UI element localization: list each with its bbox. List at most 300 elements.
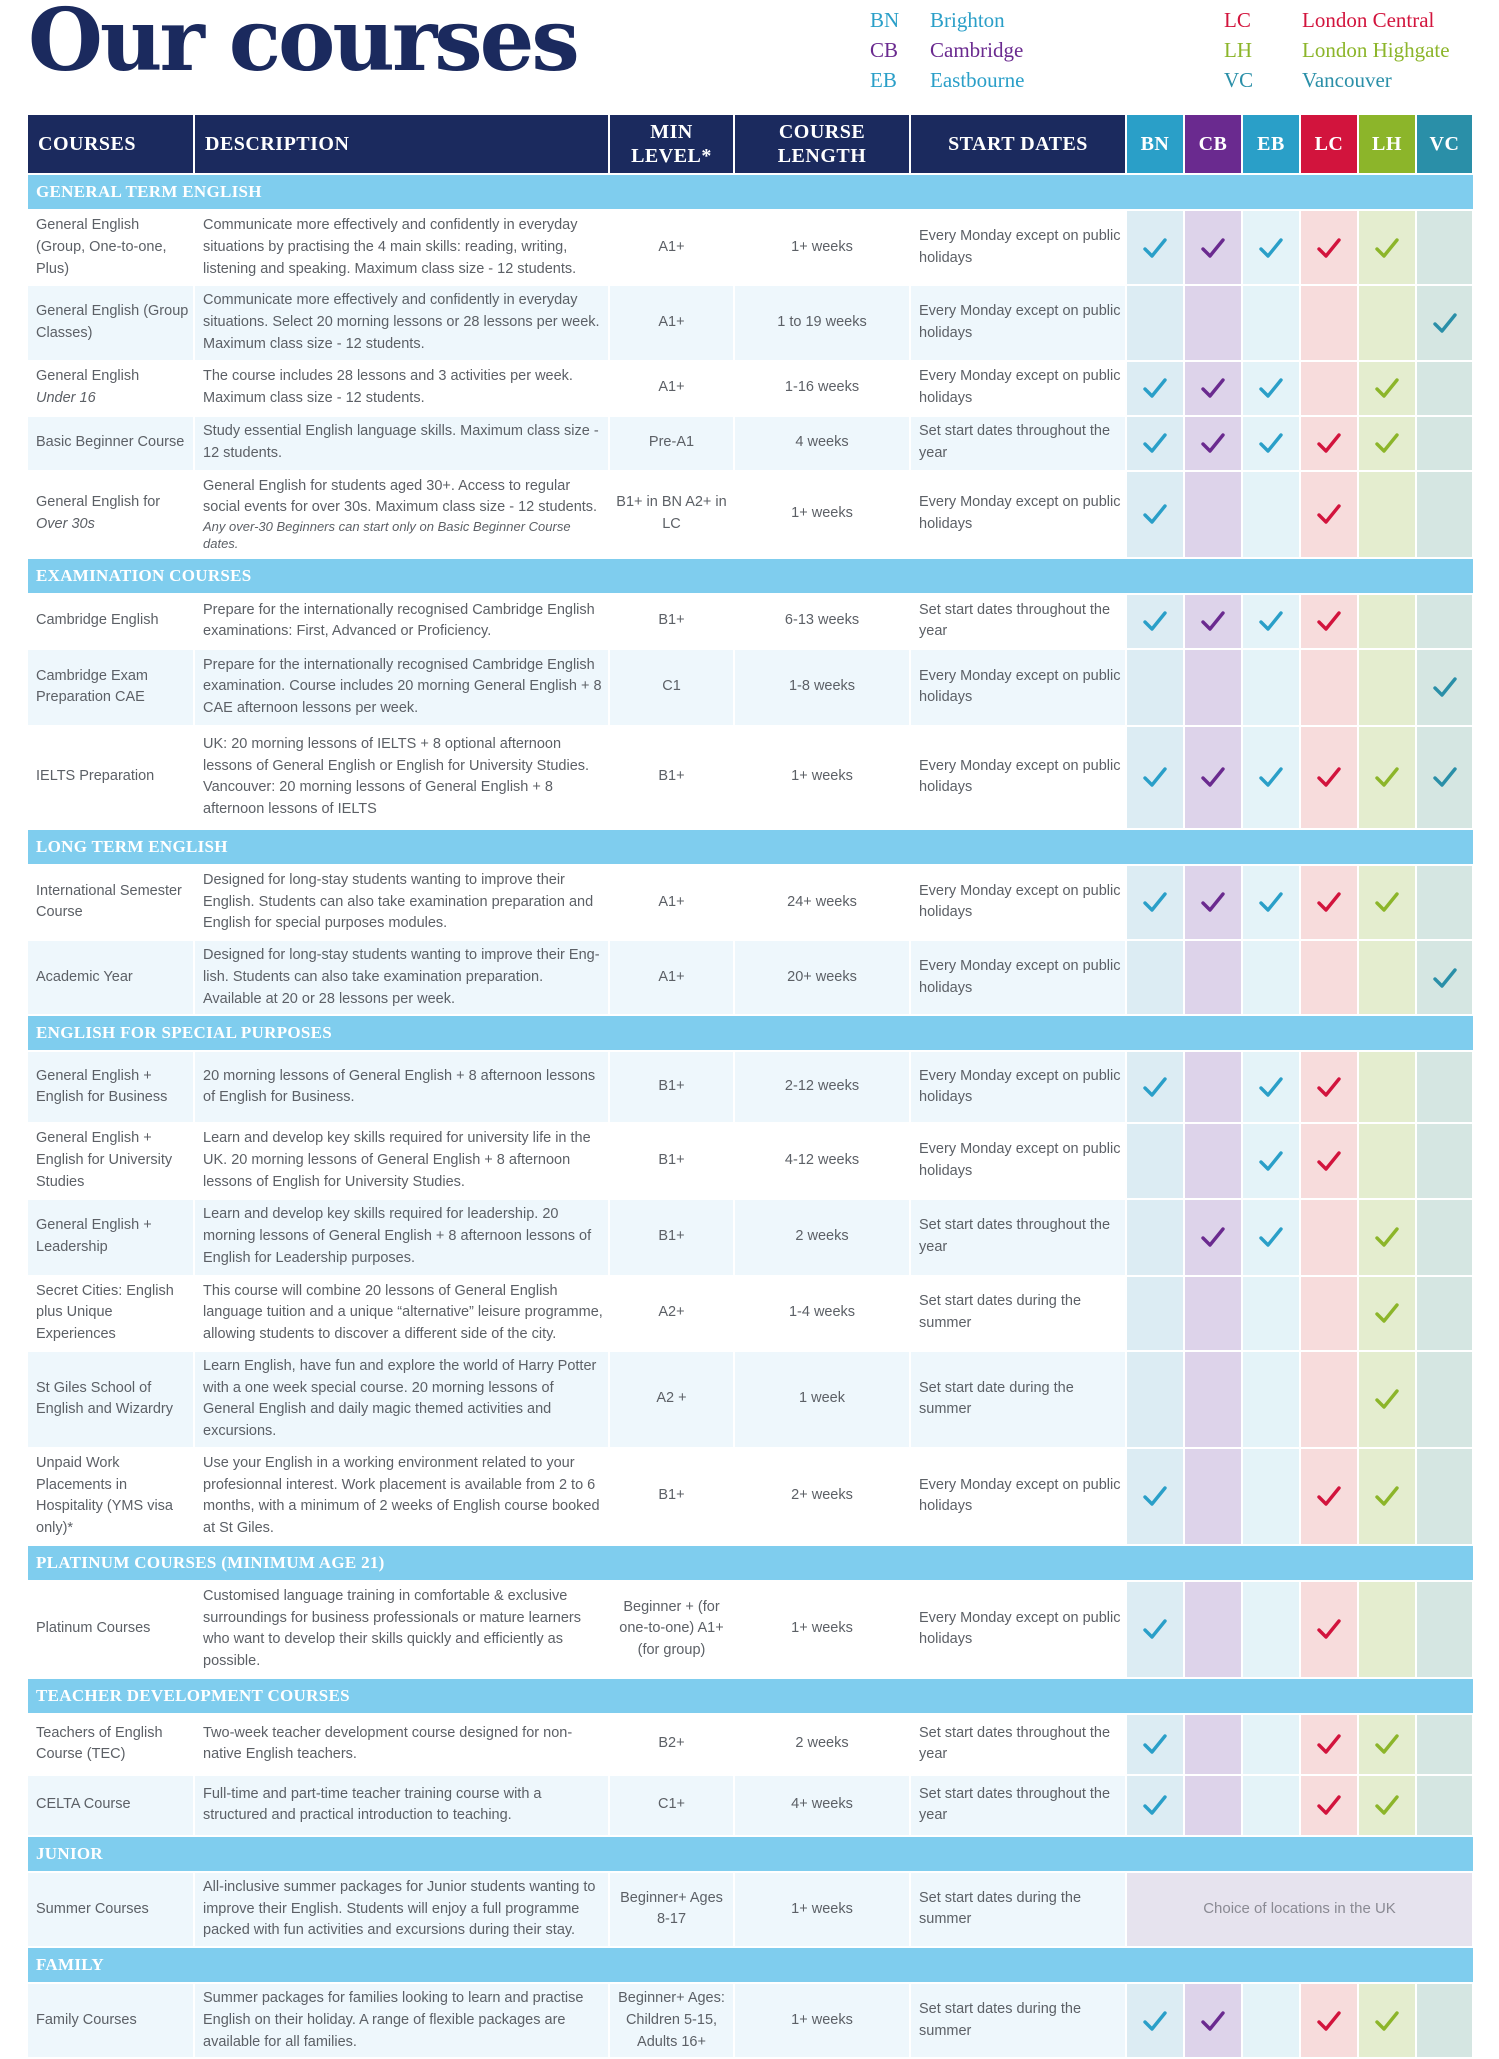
checkmark-icon [1375, 237, 1399, 259]
checkmark-icon [1375, 432, 1399, 454]
course-start-dates: Every Monday except on public holidays [910, 1123, 1126, 1198]
location-cell-vc [1416, 1276, 1473, 1351]
course-description [194, 594, 609, 649]
legend-code-eb: EB [870, 68, 897, 92]
checkmark-icon [1259, 237, 1283, 259]
location-cell-cb [1184, 1775, 1242, 1836]
legend-name-vc: Vancouver [1302, 68, 1392, 92]
course-length: 2-12 weeks [734, 1051, 910, 1123]
course-name [28, 1448, 194, 1545]
course-min-level: B1+ [609, 726, 734, 829]
checkmark-icon [1201, 610, 1225, 632]
location-cell-lc [1300, 726, 1358, 829]
checkmark-icon [1201, 2010, 1225, 2032]
course-name-text: Family Courses [36, 2011, 137, 2028]
section-header-row [28, 829, 1473, 865]
section-title: ENGLISH FOR SPECIAL PURPOSES [28, 1015, 1473, 1051]
course-length: 24+ weeks [734, 865, 910, 940]
course-description [194, 416, 609, 471]
location-cell-lh [1358, 1448, 1416, 1545]
legend-name-lh: London Highgate [1302, 38, 1450, 62]
course-min-level: A2+ [609, 1276, 734, 1351]
course-length: 4 weeks [734, 416, 910, 471]
location-cell-lc [1300, 1351, 1358, 1448]
location-cell-vc [1416, 1123, 1473, 1198]
location-cell-vc [1416, 416, 1473, 471]
checkmark-icon [1259, 432, 1283, 454]
course-start-dates: Every Monday except on public holidays [910, 940, 1126, 1015]
location-cell-lc [1300, 1983, 1358, 2058]
course-min-level: A1+ [609, 361, 734, 416]
checkmark-icon [1317, 1794, 1341, 1816]
location-cell-eb [1242, 726, 1300, 829]
course-name-italic: Over 30s [36, 516, 95, 533]
location-cell-vc [1416, 865, 1473, 940]
course-min-level: B1+ [609, 1199, 734, 1276]
course-name-text: General English (Group, One-to-one, Plus) [36, 217, 167, 277]
course-description-text: 20 morning lessons of General English + 8 afternoon lessons of English for Business. [203, 1067, 596, 1106]
location-cell-lh [1358, 1581, 1416, 1678]
course-name-text: General English (Group Classes) [36, 303, 189, 341]
checkmark-icon [1143, 237, 1167, 259]
checkmark-icon [1375, 1794, 1399, 1816]
header-loc-vc: VC [1416, 115, 1473, 174]
location-cell-cb [1184, 1351, 1242, 1448]
table-row [28, 1051, 1473, 1123]
page-title: Our courses [28, 0, 577, 91]
course-name-text: Platinum Courses [36, 1620, 151, 1637]
location-cell-eb [1242, 1123, 1300, 1198]
location-cell-lc [1300, 285, 1358, 360]
section-header-row [28, 1678, 1473, 1714]
course-description [194, 1448, 609, 1545]
course-min-level: Pre-A1 [609, 416, 734, 471]
checkmark-icon [1259, 1150, 1283, 1172]
checkmark-icon [1317, 1485, 1341, 1507]
course-name-text: Basic Beginner Course [36, 434, 185, 451]
legend-name-lc: London Central [1302, 8, 1435, 32]
checkmark-icon [1317, 766, 1341, 788]
course-start-dates: Every Monday except on public holidays [910, 649, 1126, 726]
location-cell-lh [1358, 1775, 1416, 1836]
checkmark-icon [1375, 766, 1399, 788]
course-description [194, 361, 609, 416]
legend-name-bn: Brighton [930, 8, 1005, 32]
location-cell-eb [1242, 1983, 1300, 2058]
location-cell-lh [1358, 471, 1416, 558]
location-cell-lh [1358, 210, 1416, 285]
checkmark-icon [1317, 503, 1341, 525]
location-cell-vc [1416, 726, 1473, 829]
location-cell-lh [1358, 1983, 1416, 2058]
course-start-dates: Set start dates during the summer [910, 1983, 1126, 2058]
location-cell-bn [1126, 940, 1184, 1015]
table-row [28, 1123, 1473, 1198]
checkmark-icon [1143, 1076, 1167, 1098]
checkmark-icon [1143, 1733, 1167, 1755]
section-title: PLATINUM COURSES (MINIMUM AGE 21) [28, 1545, 1473, 1581]
course-name-text: Unpaid Work Placements in Hospitality (YMS visa only)* [36, 1454, 173, 1537]
location-cell-bn [1126, 1448, 1184, 1545]
table-row [28, 865, 1473, 940]
course-description-text: Learn English, have fun and explore the world of Harry Potter with a one week special course. 20 morning lessons of General English and daily magic themed activities and excursions. [203, 1357, 597, 1440]
header-description: DESCRIPTION [194, 115, 609, 174]
course-name-text: CELTA Course [36, 1796, 131, 1813]
checkmark-icon [1201, 766, 1225, 788]
course-description [194, 940, 609, 1015]
location-cell-eb [1242, 940, 1300, 1015]
header-loc-lc: LC [1300, 115, 1358, 174]
table-row [28, 1714, 1473, 1775]
table-row [28, 1775, 1473, 1836]
header-course-length-line1: COURSE [778, 121, 866, 143]
course-length: 1+ weeks [734, 1872, 910, 1947]
course-length: 1+ weeks [734, 471, 910, 558]
course-length: 1+ weeks [734, 1581, 910, 1678]
course-description [194, 1714, 609, 1775]
course-name-text: International Semester Course [36, 882, 182, 921]
location-cell-eb [1242, 416, 1300, 471]
location-cell-lc [1300, 361, 1358, 416]
course-start-dates: Set start dates during the summer [910, 1872, 1126, 1947]
course-note: Any over-30 Beginners can start only on Basic Beginner Course dates. [203, 519, 571, 551]
course-name-italic: Under 16 [36, 390, 96, 406]
checkmark-icon [1375, 1733, 1399, 1755]
checkmark-icon [1143, 377, 1167, 399]
location-cell-lh [1358, 1123, 1416, 1198]
course-description-text: Use your English in a working environment related to your profesionnal interest. Work placement is available from 2 to 6 months, with a minimum of 2 weeks of English course booked at St Giles. [203, 1454, 600, 1537]
location-cell-lc [1300, 1714, 1358, 1775]
course-description-text: Prepare for the internationally recognised Cambridge English examinations: First, Advanced or Proficiency. [203, 601, 595, 640]
course-description-text: Summer packages for families looking to learn and practise English on their holiday. A range of flexible packages are available for all families. [203, 1990, 584, 2050]
course-start-dates: Set start dates throughout the year [910, 1199, 1126, 1276]
location-cell-eb [1242, 471, 1300, 558]
location-cell-eb [1242, 1714, 1300, 1775]
location-cell-lh [1358, 361, 1416, 416]
section-header-row [28, 558, 1473, 594]
header-min-level-line2: LEVEL* [631, 145, 712, 167]
location-cell-eb [1242, 1351, 1300, 1448]
location-cell-bn [1126, 1051, 1184, 1123]
course-description-text: Study essential English language skills. Maximum class size - 12 students. [203, 423, 599, 461]
course-description [194, 1872, 609, 1947]
checkmark-icon [1259, 891, 1283, 913]
checkmark-icon [1375, 891, 1399, 913]
checkmark-icon [1259, 377, 1283, 399]
location-cell-cb [1184, 1983, 1242, 2058]
checkmark-icon [1317, 237, 1341, 259]
course-name-text: Summer Courses [36, 1900, 149, 1917]
course-name [28, 1123, 194, 1198]
location-cell-lc [1300, 1448, 1358, 1545]
section-title: EXAMINATION COURSES [28, 558, 1473, 594]
course-min-level: C1 [609, 649, 734, 726]
course-start-dates: Every Monday except on public holidays [910, 1581, 1126, 1678]
section-header-row [28, 174, 1473, 210]
checkmark-icon [1143, 432, 1167, 454]
table-row [28, 1581, 1473, 1678]
course-min-level: Beginner+ Ages 8-17 [609, 1872, 734, 1947]
course-description [194, 865, 609, 940]
location-cell-bn [1126, 285, 1184, 360]
course-description-text: Designed for long-stay students wanting to improve their Eng-lish. Students can also take examination preparation. Available at 20 or 28 lessons per week. [203, 947, 600, 1007]
checkmark-icon [1259, 1226, 1283, 1248]
location-cell-bn [1126, 1276, 1184, 1351]
course-name-text: Secret Cities: English plus Unique Experiences [36, 1282, 174, 1343]
checkmark-icon [1201, 237, 1225, 259]
course-description-text: UK: 20 morning lessons of IELTS + 8 optional afternoon lessons of General English or English for University Studies. Vancouver: 20 morning lessons of General English + 8 afternoon lessons of IELTS [203, 735, 590, 818]
location-cell-vc [1416, 285, 1473, 360]
location-cell-lh [1358, 416, 1416, 471]
location-cell-lc [1300, 1051, 1358, 1123]
course-name [28, 471, 194, 558]
location-cell-bn [1126, 210, 1184, 285]
section-title: TEACHER DEVELOPMENT COURSES [28, 1678, 1473, 1714]
location-cell-bn [1126, 1714, 1184, 1775]
course-start-dates: Set start dates throughout the year [910, 416, 1126, 471]
location-cell-eb [1242, 210, 1300, 285]
course-description [194, 649, 609, 726]
checkmark-icon [1433, 312, 1457, 334]
course-name [28, 416, 194, 471]
course-length: 1-8 weeks [734, 649, 910, 726]
checkmark-icon [1375, 1388, 1399, 1410]
location-cell-lc [1300, 649, 1358, 726]
header-loc-cb: CB [1184, 115, 1242, 174]
table-row [28, 594, 1473, 649]
location-cell-vc [1416, 361, 1473, 416]
location-cell-cb [1184, 1199, 1242, 1276]
checkmark-icon [1433, 676, 1457, 698]
table-row [28, 210, 1473, 285]
location-cell-lc [1300, 1775, 1358, 1836]
course-description-text: The course includes 28 lessons and 3 activities per week. Maximum class size - 12 students. [203, 368, 573, 406]
course-description-text: Customised language training in comfortable & exclusive surroundings for business professionals or mature learners who want to develop their skills quickly and efficiently as possible. [203, 1587, 581, 1670]
checkmark-icon [1317, 1150, 1341, 1172]
checkmark-icon [1259, 610, 1283, 632]
section-header-row [28, 1015, 1473, 1051]
location-cell-vc [1416, 1199, 1473, 1276]
course-description-text: General English for students aged 30+. Access to regular social events for over 30s. Maximum class size - 12 students. [203, 477, 598, 516]
course-name-text: General English + Leadership [36, 1217, 152, 1256]
course-min-level: A1+ [609, 940, 734, 1015]
checkmark-icon [1143, 2010, 1167, 2032]
course-name [28, 1775, 194, 1836]
location-cell-cb [1184, 1714, 1242, 1775]
course-description-text: Two-week teacher development course designed for non-native English teachers. [203, 1724, 573, 1763]
location-cell-lh [1358, 1199, 1416, 1276]
course-name-text: Cambridge Exam Preparation CAE [36, 667, 149, 706]
course-description [194, 285, 609, 360]
course-description-text: Learn and develop key skills required for university life in the UK. 20 morning lessons of General English + 8 afternoon lessons of English for University Studies. [203, 1130, 591, 1190]
section-header-row [28, 1947, 1473, 1983]
location-cell-bn [1126, 726, 1184, 829]
location-cell-eb [1242, 1448, 1300, 1545]
course-length: 20+ weeks [734, 940, 910, 1015]
course-description [194, 1983, 609, 2058]
course-name [28, 1051, 194, 1123]
table-body [28, 174, 1473, 2058]
location-cell-eb [1242, 1581, 1300, 1678]
location-cell-cb [1184, 361, 1242, 416]
section-title: FAMILY [28, 1947, 1473, 1983]
location-cell-lh [1358, 594, 1416, 649]
header-loc-bn: BN [1126, 115, 1184, 174]
checkmark-icon [1433, 967, 1457, 989]
checkmark-icon [1317, 1076, 1341, 1098]
location-cell-lc [1300, 940, 1358, 1015]
location-cell-lh [1358, 726, 1416, 829]
table-row [28, 285, 1473, 360]
course-description-text: Prepare for the internationally recognised Cambridge English examination. Course includes 20 morning General English + 8 CAE afternoon lessons per week. [203, 656, 602, 717]
course-min-level: B1+ [609, 1051, 734, 1123]
checkmark-icon [1143, 1794, 1167, 1816]
course-description [194, 1276, 609, 1351]
legend-name-cb: Cambridge [930, 38, 1024, 62]
course-description [194, 1051, 609, 1123]
legend-name-eb: Eastbourne [930, 68, 1025, 92]
course-start-dates: Set start date during the summer [910, 1351, 1126, 1448]
location-cell-lc [1300, 594, 1358, 649]
checkmark-icon [1317, 891, 1341, 913]
course-name-text: Teachers of English Course (TEC) [36, 1724, 163, 1763]
course-length: 1+ weeks [734, 210, 910, 285]
course-description-text: Communicate more effectively and confidently in everyday situations by practising the 4 main skills: reading, writing, listening and speaking. Maximum class size - 12 students. [203, 217, 578, 277]
table-row [28, 726, 1473, 829]
course-length: 1+ weeks [734, 726, 910, 829]
location-cell-bn [1126, 1775, 1184, 1836]
course-start-dates: Every Monday except on public holidays [910, 285, 1126, 360]
locations-note: Choice of locations in the UK [1126, 1872, 1473, 1947]
course-min-level: C1+ [609, 1775, 734, 1836]
location-cell-vc [1416, 1983, 1473, 2058]
location-cell-eb [1242, 1051, 1300, 1123]
course-min-level: Beginner+ Ages: Children 5-15, Adults 16+ [609, 1983, 734, 2058]
course-description [194, 1581, 609, 1678]
header-courses: COURSES [28, 115, 194, 174]
checkmark-icon [1317, 432, 1341, 454]
course-description [194, 1775, 609, 1836]
table-row [28, 1983, 1473, 2058]
table-row [28, 1448, 1473, 1545]
course-length: 1+ weeks [734, 1983, 910, 2058]
location-cell-lc [1300, 865, 1358, 940]
location-cell-cb [1184, 471, 1242, 558]
course-min-level: Beginner + (for one-to-one) A1+ (for group) [609, 1581, 734, 1678]
location-cell-vc [1416, 594, 1473, 649]
course-start-dates: Every Monday except on public holidays [910, 361, 1126, 416]
location-cell-vc [1416, 1448, 1473, 1545]
location-cell-cb [1184, 1123, 1242, 1198]
course-name [28, 726, 194, 829]
table-row [28, 471, 1473, 558]
location-cell-eb [1242, 1775, 1300, 1836]
location-cell-vc [1416, 1581, 1473, 1678]
location-cell-cb [1184, 940, 1242, 1015]
course-description [194, 1351, 609, 1448]
header-loc-eb: EB [1242, 115, 1300, 174]
course-length: 2 weeks [734, 1199, 910, 1276]
location-cell-vc [1416, 1351, 1473, 1448]
course-name-text: General English + English for Business [36, 1067, 168, 1106]
legend-code-cb: CB [870, 38, 899, 62]
course-length: 2 weeks [734, 1714, 910, 1775]
location-cell-cb [1184, 416, 1242, 471]
location-cell-eb [1242, 865, 1300, 940]
location-cell-eb [1242, 649, 1300, 726]
checkmark-icon [1259, 766, 1283, 788]
course-length: 1-16 weeks [734, 361, 910, 416]
course-name-text: Academic Year [36, 968, 133, 985]
course-length: 1 to 19 weeks [734, 285, 910, 360]
section-title: LONG TERM ENGLISH [28, 829, 1473, 865]
table-row [28, 416, 1473, 471]
course-start-dates: Set start dates throughout the year [910, 1775, 1126, 1836]
table-row [28, 940, 1473, 1015]
location-legend [870, 8, 1490, 100]
location-cell-bn [1126, 1123, 1184, 1198]
course-name-text: General English + English for University Studies [36, 1130, 173, 1190]
checkmark-icon [1375, 1226, 1399, 1248]
course-description [194, 1123, 609, 1198]
course-name-text: St Giles School of English and Wizardry [36, 1379, 173, 1418]
course-start-dates: Set start dates during the summer [910, 1276, 1126, 1351]
location-cell-lh [1358, 1276, 1416, 1351]
header-course-length-line2: LENGTH [777, 145, 867, 167]
location-cell-vc [1416, 940, 1473, 1015]
checkmark-icon [1201, 891, 1225, 913]
section-title: JUNIOR [28, 1836, 1473, 1872]
location-cell-bn [1126, 1983, 1184, 2058]
table-row [28, 1872, 1473, 1947]
course-description [194, 471, 609, 558]
location-cell-lc [1300, 471, 1358, 558]
checkmark-icon [1143, 610, 1167, 632]
checkmark-icon [1317, 1733, 1341, 1755]
location-cell-eb [1242, 1199, 1300, 1276]
location-cell-vc [1416, 1775, 1473, 1836]
course-name [28, 285, 194, 360]
checkmark-icon [1143, 1618, 1167, 1640]
location-cell-bn [1126, 649, 1184, 726]
course-name [28, 649, 194, 726]
course-min-level: B2+ [609, 1714, 734, 1775]
location-cell-cb [1184, 285, 1242, 360]
location-cell-cb [1184, 1581, 1242, 1678]
course-min-level: A1+ [609, 285, 734, 360]
course-min-level: A2 + [609, 1351, 734, 1448]
course-min-level: B1+ [609, 1123, 734, 1198]
location-cell-cb [1184, 1051, 1242, 1123]
course-name [28, 1714, 194, 1775]
section-header-row [28, 1545, 1473, 1581]
course-name-text: IELTS Preparation [36, 768, 155, 785]
course-length: 4+ weeks [734, 1775, 910, 1836]
location-cell-eb [1242, 594, 1300, 649]
course-name [28, 1276, 194, 1351]
location-cell-bn [1126, 416, 1184, 471]
checkmark-icon [1375, 377, 1399, 399]
legend-code-vc: VC [1224, 68, 1254, 92]
location-cell-bn [1126, 865, 1184, 940]
checkmark-icon [1201, 377, 1225, 399]
course-name [28, 361, 194, 416]
legend-code-lc: LC [1224, 8, 1251, 32]
checkmark-icon [1143, 1485, 1167, 1507]
table-row [28, 361, 1473, 416]
course-length: 4-12 weeks [734, 1123, 910, 1198]
location-cell-bn [1126, 594, 1184, 649]
